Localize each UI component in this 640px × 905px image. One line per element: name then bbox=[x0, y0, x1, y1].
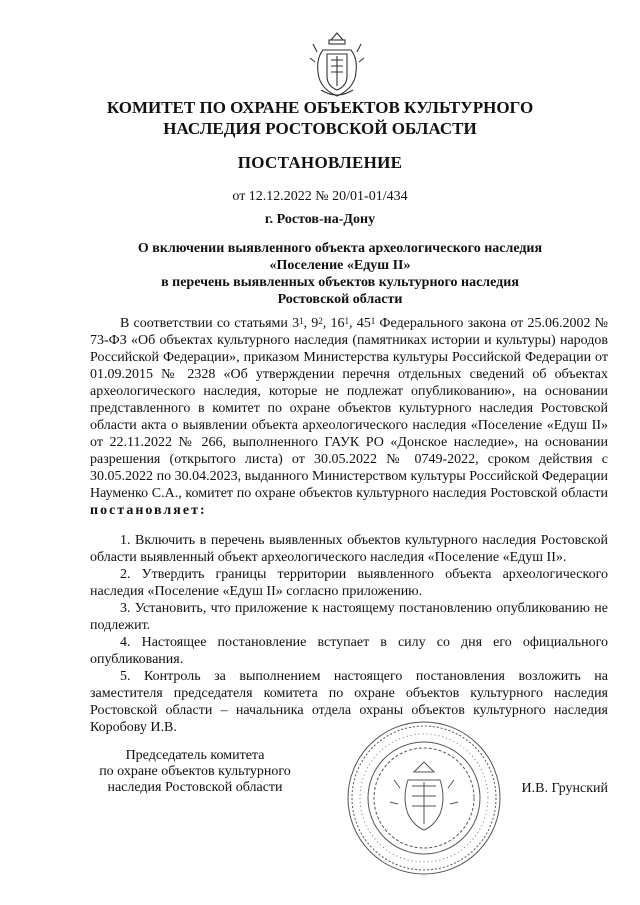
position-line: наследия Ростовской области bbox=[107, 780, 283, 795]
document-city: г. Ростов-на-Дону bbox=[264, 212, 376, 227]
subject-line: в перечень выявленных объектов культурного наследия bbox=[161, 275, 519, 290]
subject-line: О включении выявленного объекта археологического наследия bbox=[137, 241, 543, 256]
decree-item: 2. Утвердить границы территории выявленного объекта археологического наследия «Поселение «Едуш II» согласно приложению. bbox=[90, 567, 608, 599]
official-seal-icon bbox=[344, 718, 504, 878]
document-type: ПОСТАНОВЛЕНИЕ bbox=[237, 153, 403, 172]
decree-item: 4. Настоящее постановление вступает в силу со дня его официального опубликования. bbox=[90, 635, 608, 667]
preamble-text: , 16 bbox=[322, 316, 345, 331]
signatory-name: И.В. Грунский bbox=[521, 781, 608, 796]
superscript: 1 bbox=[344, 316, 349, 326]
organization-name-line1: КОМИТЕТ ПО ОХРАНЕ ОБЪЕКТОВ КУЛЬТУРНОГО bbox=[106, 98, 534, 117]
preamble-text: , 45 bbox=[349, 316, 371, 331]
decree-item: 1. Включить в перечень выявленных объектов культурного наследия Ростовской области выявленный объект археологического наследия «Поселение «Едуш II». bbox=[90, 533, 608, 565]
preamble-text: В соответствии со статьями 3 bbox=[120, 316, 300, 331]
subject-line: Ростовской области bbox=[277, 292, 403, 307]
rostov-coat-of-arms-icon bbox=[309, 30, 365, 100]
decree-items bbox=[90, 532, 608, 736]
signatory-position bbox=[80, 748, 310, 796]
superscript: 1 bbox=[299, 316, 304, 326]
decree-word: постановляет: bbox=[90, 503, 207, 518]
decree-item: 5. Контроль за выполнением настоящего постановления возложить на заместителя председателя комитета по охране объектов культурного наследия Ростовской области – начальника отдела охраны объектов культурного наследия Коробову И.В. bbox=[90, 669, 608, 735]
organization-name-line2: НАСЛЕДИЯ РОСТОВСКОЙ ОБЛАСТИ bbox=[163, 119, 477, 138]
position-line: Председатель комитета bbox=[125, 748, 265, 763]
decree-item: 3. Установить, что приложение к настоящему постановлению опубликованию не подлежит. bbox=[90, 601, 608, 633]
preamble-paragraph bbox=[90, 315, 608, 519]
superscript: 2 bbox=[318, 316, 323, 326]
document-date-number: от 12.12.2022 № 20/01-01/434 bbox=[232, 189, 408, 204]
superscript: 1 bbox=[370, 316, 376, 326]
subject-line: «Поселение «Едуш II» bbox=[269, 258, 411, 273]
preamble-text: Федерального закона от 25.06.2002 № 73-ФЗ «Об объектах культурного наследия (памятниках истории и культуры) народов Российской Федерации», приказом Министерства культуры Российской Федерации от 01.09.2015 № 2328 «Об утверждении перечня отдельных сведений об объектах археологического наследия, которые не подлежат опубликованию», на основании представленного в комитет по охране объектов культурного наследия Ростовской области акта о выявлении объекта археологического наследия «Поселение «Едуш II» от 22.11.2022 № 266, выполненного ГАУК РО «Донское наследие», на основании разрешения (открытого листа) от 30.05.2022 № 0749-2022, сроком действия с 30.05.2022 по 30.04.2023, выданного Министерством культуры Российской Федерации Науменко С.А., комитет по охране объектов культурного наследия Ростовской области bbox=[90, 316, 609, 501]
position-line: по охране объектов культурного bbox=[99, 764, 291, 779]
document-subject bbox=[0, 240, 640, 308]
preamble-text: , 9 bbox=[303, 316, 319, 331]
